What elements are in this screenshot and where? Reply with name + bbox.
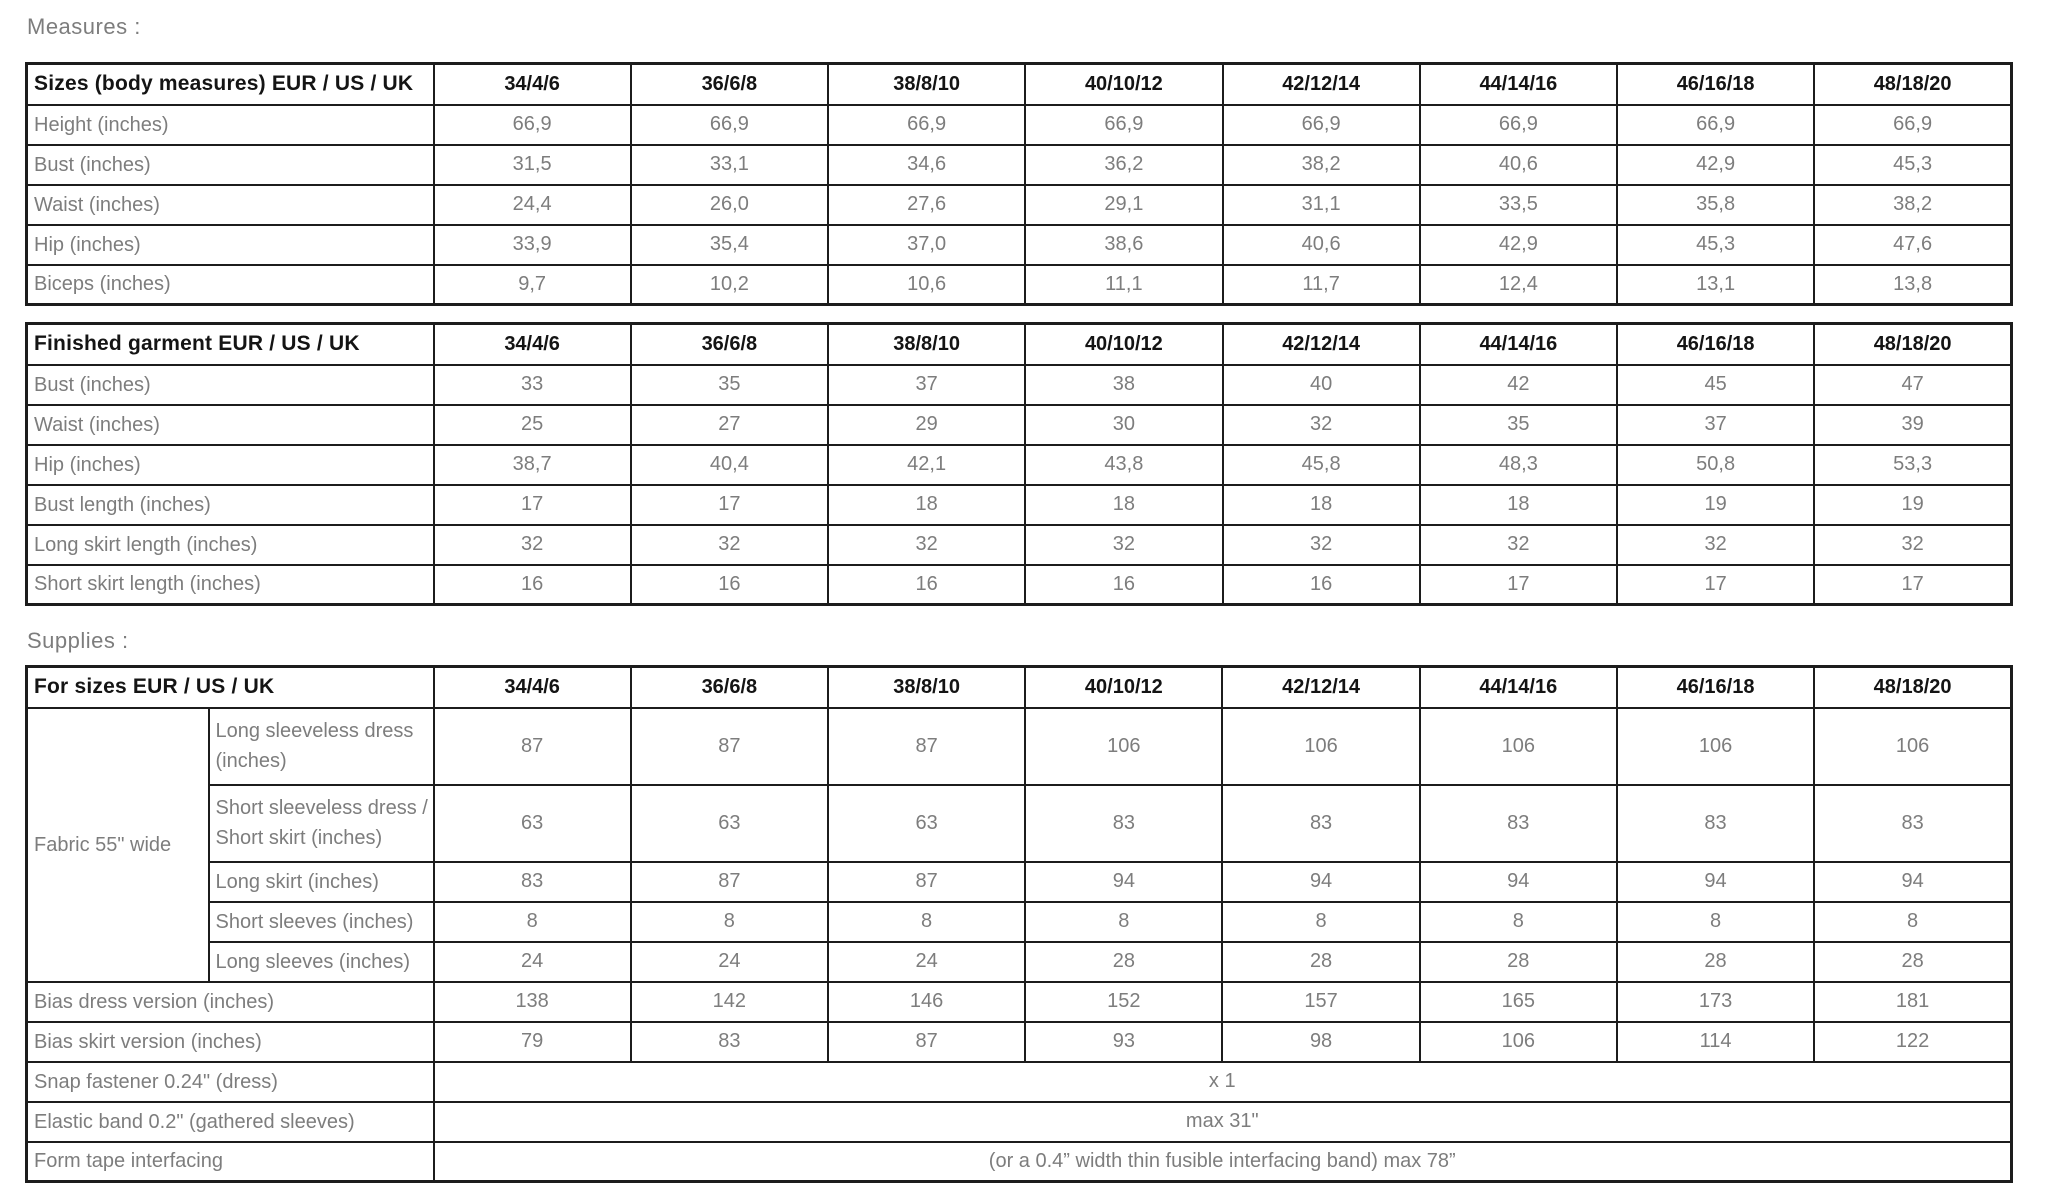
row-label-cell: Height (inches) xyxy=(27,105,434,145)
size-column-header: 38/8/10 xyxy=(828,324,1025,365)
value-cell: 26,0 xyxy=(631,185,828,225)
row-label-cell: Long sleeves (inches) xyxy=(209,942,434,982)
value-cell: 8 xyxy=(1814,902,2011,942)
table-row xyxy=(27,525,2012,565)
merged-value-cell: max 31" xyxy=(434,1102,2012,1142)
value-cell: 29,1 xyxy=(1025,185,1222,225)
value-cell: 37 xyxy=(828,365,1025,405)
value-cell: 66,9 xyxy=(631,105,828,145)
value-cell: 8 xyxy=(631,902,828,942)
value-cell: 87 xyxy=(828,708,1025,785)
value-cell: 66,9 xyxy=(1025,105,1222,145)
value-cell: 47 xyxy=(1814,365,2011,405)
table-row xyxy=(27,145,2012,185)
value-cell: 173 xyxy=(1617,982,1814,1022)
table-row xyxy=(27,1142,2012,1182)
value-cell: 83 xyxy=(1617,785,1814,862)
value-cell: 16 xyxy=(828,565,1025,605)
value-cell: 28 xyxy=(1814,942,2011,982)
value-cell: 83 xyxy=(434,862,631,902)
value-cell: 106 xyxy=(1025,708,1222,785)
value-cell: 10,6 xyxy=(828,265,1025,305)
table-row xyxy=(27,225,2012,265)
value-cell: 43,8 xyxy=(1025,445,1222,485)
table-row xyxy=(27,185,2012,225)
value-cell: 66,9 xyxy=(1617,105,1814,145)
size-column-header: 42/12/14 xyxy=(1223,64,1420,105)
value-cell: 83 xyxy=(631,1022,828,1062)
value-cell: 8 xyxy=(828,902,1025,942)
row-label-cell: Short sleeves (inches) xyxy=(209,902,434,942)
value-cell: 32 xyxy=(828,525,1025,565)
value-cell: 32 xyxy=(1025,525,1222,565)
value-cell: 94 xyxy=(1814,862,2011,902)
value-cell: 83 xyxy=(1420,785,1617,862)
value-cell: 142 xyxy=(631,982,828,1022)
value-cell: 66,9 xyxy=(1814,105,2011,145)
value-cell: 29 xyxy=(828,405,1025,445)
size-column-header: 46/16/18 xyxy=(1617,324,1814,365)
table-title: For sizes EUR / US / UK xyxy=(27,667,434,708)
value-cell: 42,1 xyxy=(828,445,1025,485)
value-cell: 66,9 xyxy=(828,105,1025,145)
value-cell: 16 xyxy=(1025,565,1222,605)
value-cell: 32 xyxy=(1617,525,1814,565)
value-cell: 42 xyxy=(1420,365,1617,405)
value-cell: 152 xyxy=(1025,982,1222,1022)
value-cell: 11,7 xyxy=(1223,265,1420,305)
value-cell: 38 xyxy=(1025,365,1222,405)
value-cell: 63 xyxy=(434,785,631,862)
value-cell: 94 xyxy=(1222,862,1419,902)
value-cell: 87 xyxy=(434,708,631,785)
value-cell: 35,8 xyxy=(1617,185,1814,225)
row-label-cell: Biceps (inches) xyxy=(27,265,434,305)
value-cell: 8 xyxy=(1025,902,1222,942)
row-label-cell: Waist (inches) xyxy=(27,185,434,225)
size-column-header: 36/6/8 xyxy=(631,324,828,365)
value-cell: 106 xyxy=(1222,708,1419,785)
size-column-header: 48/18/20 xyxy=(1814,64,2011,105)
size-column-header: 40/10/12 xyxy=(1025,324,1222,365)
value-cell: 24 xyxy=(631,942,828,982)
value-cell: 33 xyxy=(434,365,631,405)
size-column-header: 34/4/6 xyxy=(434,667,631,708)
value-cell: 93 xyxy=(1025,1022,1222,1062)
table-row xyxy=(27,565,2012,605)
table-row xyxy=(27,708,2012,785)
value-cell: 16 xyxy=(434,565,631,605)
row-label-cell: Short skirt length (inches) xyxy=(27,565,434,605)
value-cell: 181 xyxy=(1814,982,2011,1022)
value-cell: 146 xyxy=(828,982,1025,1022)
row-label-cell: Elastic band 0.2" (gathered sleeves) xyxy=(27,1102,434,1142)
fabric-group-cell: Fabric 55" wide xyxy=(27,708,209,982)
supplies-section-label: Supplies : xyxy=(27,628,129,653)
value-cell: 33,1 xyxy=(631,145,828,185)
value-cell: 39 xyxy=(1814,405,2011,445)
row-label-cell: Bust length (inches) xyxy=(27,485,434,525)
value-cell: 13,1 xyxy=(1617,265,1814,305)
value-cell: 12,4 xyxy=(1420,265,1617,305)
size-column-header: 40/10/12 xyxy=(1025,64,1222,105)
value-cell: 32 xyxy=(631,525,828,565)
value-cell: 138 xyxy=(434,982,631,1022)
value-cell: 31,5 xyxy=(434,145,631,185)
value-cell: 28 xyxy=(1222,942,1419,982)
value-cell: 33,5 xyxy=(1420,185,1617,225)
value-cell: 87 xyxy=(631,708,828,785)
size-column-header: 42/12/14 xyxy=(1223,324,1420,365)
size-column-header: 38/8/10 xyxy=(828,64,1025,105)
value-cell: 35 xyxy=(631,365,828,405)
table-row xyxy=(27,902,2012,942)
value-cell: 122 xyxy=(1814,1022,2011,1062)
value-cell: 38,2 xyxy=(1814,185,2011,225)
value-cell: 32 xyxy=(1420,525,1617,565)
value-cell: 19 xyxy=(1814,485,2011,525)
row-label-cell: Long skirt length (inches) xyxy=(27,525,434,565)
value-cell: 36,2 xyxy=(1025,145,1222,185)
value-cell: 28 xyxy=(1617,942,1814,982)
value-cell: 38,2 xyxy=(1223,145,1420,185)
value-cell: 32 xyxy=(1814,525,2011,565)
value-cell: 66,9 xyxy=(434,105,631,145)
merged-value-cell: (or a 0.4” width thin fusible interfacing band) max 78” xyxy=(434,1142,2012,1182)
value-cell: 28 xyxy=(1420,942,1617,982)
table-title: Sizes (body measures) EUR / US / UK xyxy=(27,64,434,105)
value-cell: 17 xyxy=(434,485,631,525)
value-cell: 8 xyxy=(1617,902,1814,942)
value-cell: 48,3 xyxy=(1420,445,1617,485)
size-column-header: 38/8/10 xyxy=(828,667,1025,708)
value-cell: 79 xyxy=(434,1022,631,1062)
value-cell: 31,1 xyxy=(1223,185,1420,225)
row-label-cell: Long sleeveless dress (inches) xyxy=(209,708,434,785)
table-row xyxy=(27,1022,2012,1062)
value-cell: 83 xyxy=(1814,785,2011,862)
value-cell: 17 xyxy=(631,485,828,525)
table-row xyxy=(27,445,2012,485)
finished-garment-table xyxy=(25,322,2013,606)
row-label-cell: Bust (inches) xyxy=(27,365,434,405)
value-cell: 35,4 xyxy=(631,225,828,265)
value-cell: 87 xyxy=(828,862,1025,902)
supplies-table-body xyxy=(27,708,2012,1182)
value-cell: 13,8 xyxy=(1814,265,2011,305)
header-row xyxy=(27,64,2012,105)
value-cell: 16 xyxy=(1223,565,1420,605)
size-column-header: 44/14/16 xyxy=(1420,667,1617,708)
value-cell: 45 xyxy=(1617,365,1814,405)
value-cell: 106 xyxy=(1617,708,1814,785)
value-cell: 53,3 xyxy=(1814,445,2011,485)
value-cell: 87 xyxy=(828,1022,1025,1062)
value-cell: 8 xyxy=(1420,902,1617,942)
value-cell: 37,0 xyxy=(828,225,1025,265)
value-cell: 40,6 xyxy=(1420,145,1617,185)
table-row xyxy=(27,785,2012,862)
value-cell: 18 xyxy=(1025,485,1222,525)
value-cell: 27,6 xyxy=(828,185,1025,225)
value-cell: 34,6 xyxy=(828,145,1025,185)
body-measures-table xyxy=(25,62,2013,306)
value-cell: 30 xyxy=(1025,405,1222,445)
table-row xyxy=(27,405,2012,445)
table-row xyxy=(27,365,2012,405)
size-column-header: 40/10/12 xyxy=(1025,667,1222,708)
value-cell: 28 xyxy=(1025,942,1222,982)
row-label-cell: Short sleeveless dress / Short skirt (inches) xyxy=(209,785,434,862)
row-label-cell: Form tape interfacing xyxy=(27,1142,434,1182)
size-column-header: 42/12/14 xyxy=(1222,667,1419,708)
value-cell: 63 xyxy=(828,785,1025,862)
header-row xyxy=(27,667,2012,708)
row-label-cell: Waist (inches) xyxy=(27,405,434,445)
value-cell: 33,9 xyxy=(434,225,631,265)
value-cell: 18 xyxy=(828,485,1025,525)
table-title: Finished garment EUR / US / UK xyxy=(27,324,434,365)
size-column-header: 46/16/18 xyxy=(1617,667,1814,708)
value-cell: 42,9 xyxy=(1420,225,1617,265)
value-cell: 40 xyxy=(1223,365,1420,405)
value-cell: 42,9 xyxy=(1617,145,1814,185)
value-cell: 38,6 xyxy=(1025,225,1222,265)
row-label-cell: Long skirt (inches) xyxy=(209,862,434,902)
table-row xyxy=(27,942,2012,982)
size-column-header: 48/18/20 xyxy=(1814,667,2011,708)
value-cell: 27 xyxy=(631,405,828,445)
value-cell: 94 xyxy=(1617,862,1814,902)
value-cell: 11,1 xyxy=(1025,265,1222,305)
value-cell: 114 xyxy=(1617,1022,1814,1062)
value-cell: 106 xyxy=(1420,708,1617,785)
value-cell: 63 xyxy=(631,785,828,862)
value-cell: 32 xyxy=(1223,405,1420,445)
value-cell: 17 xyxy=(1814,565,2011,605)
table-row xyxy=(27,862,2012,902)
row-label-cell: Bust (inches) xyxy=(27,145,434,185)
value-cell: 106 xyxy=(1420,1022,1617,1062)
value-cell: 9,7 xyxy=(434,265,631,305)
row-label-cell: Hip (inches) xyxy=(27,225,434,265)
size-column-header: 44/14/16 xyxy=(1420,324,1617,365)
size-column-header: 36/6/8 xyxy=(631,64,828,105)
value-cell: 19 xyxy=(1617,485,1814,525)
measures-section-label: Measures : xyxy=(27,14,141,39)
table-row xyxy=(27,265,2012,305)
size-column-header: 34/4/6 xyxy=(434,64,631,105)
value-cell: 45,3 xyxy=(1814,145,2011,185)
value-cell: 165 xyxy=(1420,982,1617,1022)
value-cell: 106 xyxy=(1814,708,2011,785)
value-cell: 24,4 xyxy=(434,185,631,225)
value-cell: 98 xyxy=(1222,1022,1419,1062)
value-cell: 17 xyxy=(1420,565,1617,605)
value-cell: 45,8 xyxy=(1223,445,1420,485)
value-cell: 18 xyxy=(1223,485,1420,525)
value-cell: 47,6 xyxy=(1814,225,2011,265)
size-column-header: 34/4/6 xyxy=(434,324,631,365)
merged-value-cell: x 1 xyxy=(434,1062,2012,1102)
value-cell: 8 xyxy=(1222,902,1419,942)
value-cell: 17 xyxy=(1617,565,1814,605)
value-cell: 24 xyxy=(434,942,631,982)
value-cell: 66,9 xyxy=(1223,105,1420,145)
value-cell: 157 xyxy=(1222,982,1419,1022)
value-cell: 37 xyxy=(1617,405,1814,445)
value-cell: 35 xyxy=(1420,405,1617,445)
table-row xyxy=(27,1062,2012,1102)
supplies-table xyxy=(25,665,2013,1183)
size-column-header: 46/16/18 xyxy=(1617,64,1814,105)
size-column-header: 48/18/20 xyxy=(1814,324,2011,365)
header-row xyxy=(27,324,2012,365)
size-column-header: 36/6/8 xyxy=(631,667,828,708)
value-cell: 10,2 xyxy=(631,265,828,305)
row-label-cell: Bias dress version (inches) xyxy=(27,982,434,1022)
value-cell: 40,4 xyxy=(631,445,828,485)
value-cell: 45,3 xyxy=(1617,225,1814,265)
row-label-cell: Bias skirt version (inches) xyxy=(27,1022,434,1062)
value-cell: 83 xyxy=(1222,785,1419,862)
value-cell: 24 xyxy=(828,942,1025,982)
value-cell: 18 xyxy=(1420,485,1617,525)
value-cell: 87 xyxy=(631,862,828,902)
value-cell: 94 xyxy=(1025,862,1222,902)
size-column-header: 44/14/16 xyxy=(1420,64,1617,105)
value-cell: 94 xyxy=(1420,862,1617,902)
value-cell: 66,9 xyxy=(1420,105,1617,145)
value-cell: 16 xyxy=(631,565,828,605)
value-cell: 8 xyxy=(434,902,631,942)
row-label-cell: Snap fastener 0.24" (dress) xyxy=(27,1062,434,1102)
value-cell: 40,6 xyxy=(1223,225,1420,265)
table-row xyxy=(27,485,2012,525)
value-cell: 38,7 xyxy=(434,445,631,485)
row-label-cell: Hip (inches) xyxy=(27,445,434,485)
table-row xyxy=(27,105,2012,145)
value-cell: 32 xyxy=(434,525,631,565)
value-cell: 50,8 xyxy=(1617,445,1814,485)
value-cell: 25 xyxy=(434,405,631,445)
table-row xyxy=(27,1102,2012,1142)
value-cell: 32 xyxy=(1223,525,1420,565)
value-cell: 83 xyxy=(1025,785,1222,862)
table-row xyxy=(27,982,2012,1022)
